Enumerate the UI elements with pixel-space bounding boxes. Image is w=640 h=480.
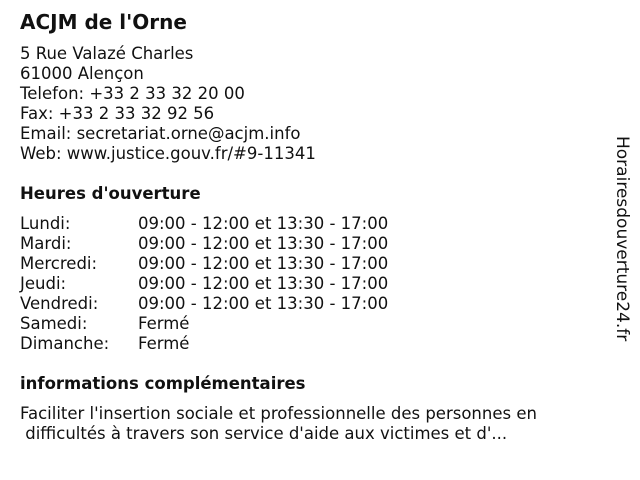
hours-row-tuesday [20, 234, 388, 254]
hours-row-wednesday [20, 254, 388, 274]
phone-number: Telefon: +33 2 33 32 20 00 [20, 84, 245, 103]
web-address: Web: www.justice.gouv.fr/#9-11341 [20, 144, 316, 163]
opening-hours-table [20, 214, 388, 354]
street-address: 5 Rue Valazé Charles [20, 44, 194, 63]
day-hours: Fermé [138, 334, 190, 353]
hours-row-friday [20, 294, 388, 314]
day-hours: 09:00 - 12:00 et 13:30 - 17:00 [138, 214, 389, 233]
email-address: Email: secretariat.orne@acjm.info [20, 124, 301, 143]
watermark-text: Horairesdouverture24.fr [612, 136, 632, 342]
day-label: Dimanche: [20, 334, 110, 353]
day-label: Mardi: [20, 234, 72, 253]
additional-info-heading: informations complémentaires [20, 374, 306, 393]
day-label: Vendredi: [20, 294, 99, 313]
day-hours: 09:00 - 12:00 et 13:30 - 17:00 [138, 254, 389, 273]
day-hours: 09:00 - 12:00 et 13:30 - 17:00 [138, 294, 389, 313]
fax-number: Fax: +33 2 33 32 92 56 [20, 104, 215, 123]
day-label: Lundi: [20, 214, 71, 233]
info-line-2: difficultés à travers son service d'aide aux victimes et d'... [20, 424, 508, 443]
info-line-1: Faciliter l'insertion sociale et professionnelle des personnes en [20, 404, 537, 423]
city-postal: 61000 Alençon [20, 64, 144, 83]
day-hours: Fermé [138, 314, 190, 333]
page-title: ACJM de l'Orne [20, 10, 187, 34]
day-label: Jeudi: [20, 274, 67, 293]
additional-info-text [20, 404, 537, 444]
hours-row-monday [20, 214, 388, 234]
day-label: Mercredi: [20, 254, 98, 273]
day-hours: 09:00 - 12:00 et 13:30 - 17:00 [138, 234, 389, 253]
hours-row-sunday [20, 334, 388, 354]
address-block [20, 44, 316, 164]
site-watermark [612, 136, 632, 368]
hours-row-thursday [20, 274, 388, 294]
opening-hours-heading: Heures d'ouverture [20, 184, 201, 203]
hours-row-saturday [20, 314, 388, 334]
day-label: Samedi: [20, 314, 88, 333]
day-hours: 09:00 - 12:00 et 13:30 - 17:00 [138, 274, 389, 293]
